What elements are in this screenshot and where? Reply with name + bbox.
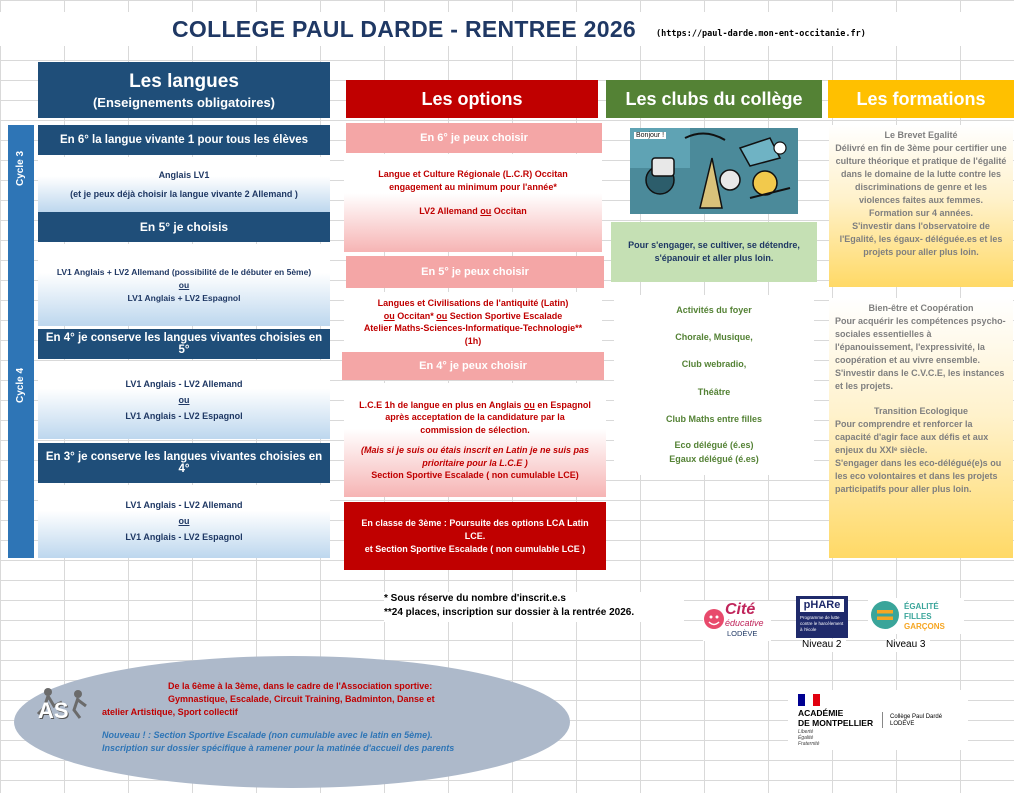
club-item: Activités du foyer — [676, 305, 752, 315]
as-description — [100, 680, 520, 780]
options-6-head: En 6° je peux choisir — [346, 123, 602, 153]
options-5-line: Atelier Maths-Sciences-Informatique-Technologie** — [363, 323, 583, 333]
options-6-lv2: LV2 Allemand — [419, 206, 481, 217]
clubs-drawing-icon — [630, 128, 798, 214]
formation-brevet — [829, 125, 1013, 287]
formation-trans-extra: S'engager dans les eco-délégué(e)s ou les eco volontaires et dans les projets participatifs pour aller plus loin. — [835, 458, 1002, 494]
options-5-line: Langues et Civilisations de l'antiquité (Latin) — [377, 298, 569, 308]
options-4-line: commission de sélection. — [420, 424, 530, 435]
langues-3-or: ou — [178, 516, 190, 526]
academie-motto-3: Fraternité — [798, 741, 820, 747]
cycle-3-text: Cycle 3 — [15, 150, 27, 187]
egalite-logo — [868, 598, 964, 634]
as-line: Nouveau ! : Section Sportive Escalade (non cumulable avec le latin en 5ème). — [102, 730, 433, 740]
formation-trans-text: Pour comprendre et renforcer la capacité d'agir face aux défis et aux enjeux du XXIᵉ siècle. — [835, 419, 989, 455]
footnotes — [384, 592, 684, 622]
cite-educative-logo — [703, 601, 771, 641]
header-clubs: Les clubs du collège — [606, 80, 822, 118]
options-4-line — [359, 399, 591, 412]
langues-4-head: En 4° je conserve les langues vivantes choisies en 5° — [38, 329, 330, 359]
as-line: De la 6ème à la 3ème, dans le cadre de l'Association sportive: — [168, 681, 433, 691]
options-3-line: En classe de 3ème : Poursuite des options LCA Latin — [361, 517, 589, 528]
formation-brevet-title: Le Brevet Egalité — [884, 130, 958, 140]
footnote-2: **24 places, inscription sur dossier à la rentrée 2026. — [384, 607, 635, 618]
options-5-line — [384, 310, 563, 323]
options-4-line: prioritaire pour la L.C.E ) — [422, 457, 528, 468]
langues-4-line: LV1 Anglais - LV2 Allemand — [125, 378, 243, 389]
options-5-escalade: Section Sportive Escalade — [447, 310, 563, 321]
options-6-or: ou — [480, 206, 492, 217]
cycle-4-text: Cycle 4 — [15, 367, 27, 403]
header-options: Les options — [346, 80, 598, 118]
options-4-line: (Mais si je suis ou étais inscrit en Latin je ne suis pas — [360, 445, 590, 455]
club-item: Club Maths entre filles — [665, 414, 763, 424]
formation-brevet-text: Délivré en fin de 3ème pour certifier une culture théorique et pratique de l'égalité dans le domaine de la lutte contre les discriminations de genre et les violences faites aux femmes. — [835, 143, 1007, 205]
cite-logo-sub: éducative — [725, 618, 764, 628]
options-6-line: engagement au minimum pour l'année* — [389, 181, 557, 192]
header-langues-subtitle: (Enseignements obligatoires) — [92, 94, 276, 110]
options-4-body — [344, 383, 606, 497]
phare-niveau: Niveau 2 — [802, 639, 846, 652]
clubs-lead: Pour s'engager, se cultiver, se détendre, s'épanouir et aller plus loin. — [611, 222, 817, 282]
page-url[interactable]: (https://paul-darde.mon-ent-occitanie.fr) — [656, 29, 866, 39]
options-5-line: (1h) — [464, 335, 482, 346]
egalite-symbol-icon — [870, 600, 900, 630]
formation-bien-etre — [829, 298, 1013, 558]
langues-3-head: En 3° je conserve les langues vivantes choisies en 4° — [38, 443, 330, 483]
options-4-head: En 4° je peux choisir — [342, 352, 604, 380]
page-title: COLLEGE PAUL DARDE - RENTREE 2026 — [172, 16, 637, 42]
options-5-body — [344, 292, 602, 352]
academie-motto-1: Liberté — [798, 729, 814, 735]
cycle-4-label — [8, 212, 34, 558]
langues-6-line: Anglais LV1 — [158, 169, 210, 180]
header-langues-title: Les langues — [129, 70, 239, 92]
langues-4-or: ou — [178, 394, 190, 405]
options-5-head: En 5° je peux choisir — [346, 256, 604, 288]
footnote-1: * Sous réserve du nombre d'inscrit.e.s — [384, 593, 566, 604]
academie-name-2: DE MONTPELLIER — [798, 718, 874, 728]
langues-6-line: (et je peux déjà choisir la langue vivante 2 Allemand ) — [70, 188, 298, 199]
options-5-or: ou — [436, 310, 448, 321]
formation-trans-title: Transition Ecologique — [873, 406, 968, 416]
options-4-line: après acceptation de la candidature par la — [385, 412, 565, 422]
options-6-body — [344, 154, 602, 252]
club-item: Eco délégué (é.es) — [674, 440, 754, 450]
clubs-image-caption: Bonjour ! — [636, 132, 665, 139]
phare-logo-sub: Programme de lutte contre le harcèlement à l'école — [800, 615, 844, 632]
as-logo-text: AS — [38, 698, 69, 723]
academie-school-2: LODEVE — [890, 721, 915, 727]
academie-name-1: ACADÉMIE — [798, 708, 844, 718]
academie-school-1: Collège Paul Dardé — [890, 714, 943, 720]
options-3-line: et Section Sportive Escalade ( non cumulable LCE ) — [364, 543, 586, 554]
phare-logo — [796, 596, 848, 638]
langues-6-body — [38, 157, 330, 212]
header-formations: Les formations — [828, 80, 1014, 118]
formation-bien-title: Bien-être et Coopération — [868, 303, 974, 313]
as-line: atelier Artistique, Sport collectif — [102, 707, 238, 717]
academie-divider — [882, 712, 883, 728]
langues-5-body — [38, 244, 330, 326]
as-line: Gymnastique, Escalade, Circuit Training, Badminton, Danse et — [168, 694, 435, 704]
cite-face-icon — [703, 605, 725, 635]
options-5-occitan: Occitan* — [394, 310, 437, 321]
formation-bien-extra: S'investir dans le C.V.C.E, les instances et les projets. — [835, 368, 1005, 391]
formation-brevet-extra: S'investir dans l'observatoire de l'Egalité, les égaux- déléguée.es et les projets pour aller plus loin. — [839, 221, 1003, 257]
options-4-espagnol: en Espagnol — [534, 399, 591, 410]
options-4-lce: L.C.E 1h de langue en plus en Anglais — [359, 399, 524, 410]
cycle-3-label — [8, 125, 34, 212]
phare-logo-name: pHARe — [800, 599, 844, 612]
clubs-list — [614, 295, 814, 475]
header-langues — [38, 62, 330, 118]
langues-3-line: LV1 Anglais - LV2 Espagnol — [125, 532, 243, 542]
langues-5-line: LV1 Anglais + LV2 Allemand (possibilité de le débuter en 5ème) — [56, 266, 312, 277]
cite-logo-word: Cité — [725, 601, 756, 618]
options-6-line — [419, 205, 527, 218]
marianne-flag-icon — [798, 694, 820, 706]
langues-3-body — [38, 485, 330, 558]
options-5-or: ou — [383, 310, 395, 321]
options-3-line: LCE. — [464, 530, 486, 541]
langues-6-head: En 6° la langue vivante 1 pour tous les élèves — [38, 125, 330, 155]
options-3-box — [344, 502, 606, 570]
langues-4-line: LV1 Anglais - LV2 Espagnol — [125, 410, 243, 421]
clubs-illustration — [630, 128, 798, 214]
langues-5-line: LV1 Anglais + LV2 Espagnol — [127, 292, 241, 303]
cite-logo-city: LODÈVE — [727, 629, 758, 638]
langues-4-body — [38, 361, 330, 439]
langues-3-line: LV1 Anglais - LV2 Allemand — [125, 500, 243, 510]
langues-5-or: ou — [178, 279, 190, 290]
club-item: Club webradio, — [681, 359, 747, 369]
options-6-line: Langue et Culture Régionale (L.C.R) Occitan — [378, 169, 568, 180]
egalite-word-2: FILLES — [904, 612, 932, 621]
formation-bien-text: Pour acquérir les compétences psycho-sociales essentielles à l'épanouissement, l'expressivité, la coopération et au vivre ensemble. — [835, 316, 1006, 365]
as-line: Inscription sur dossier spécifique à ramener pour la matinée d'accueil des parents — [102, 743, 455, 753]
egalite-word-1: ÉGALITÉ — [904, 602, 939, 611]
egalite-word-3: GARÇONS — [904, 622, 945, 631]
as-logo — [34, 684, 92, 734]
title-bar — [0, 12, 1014, 46]
academie-logo — [788, 690, 968, 750]
academie-motto-2: Égalité — [798, 735, 814, 741]
options-4-or: ou — [523, 399, 535, 410]
club-item: Chorale, Musique, — [675, 332, 753, 342]
formation-brevet-duree: Formation sur 4 années. — [868, 208, 974, 218]
langues-5-head: En 5° je choisis — [38, 212, 330, 242]
options-6-occitan: Occitan — [491, 206, 527, 217]
club-item: Egaux délégué (é.es) — [669, 454, 759, 464]
options-4-line: Section Sportive Escalade ( non cumulable LCE) — [371, 470, 579, 480]
club-item: Théâtre — [697, 387, 731, 397]
egalite-niveau: Niveau 3 — [886, 639, 930, 652]
